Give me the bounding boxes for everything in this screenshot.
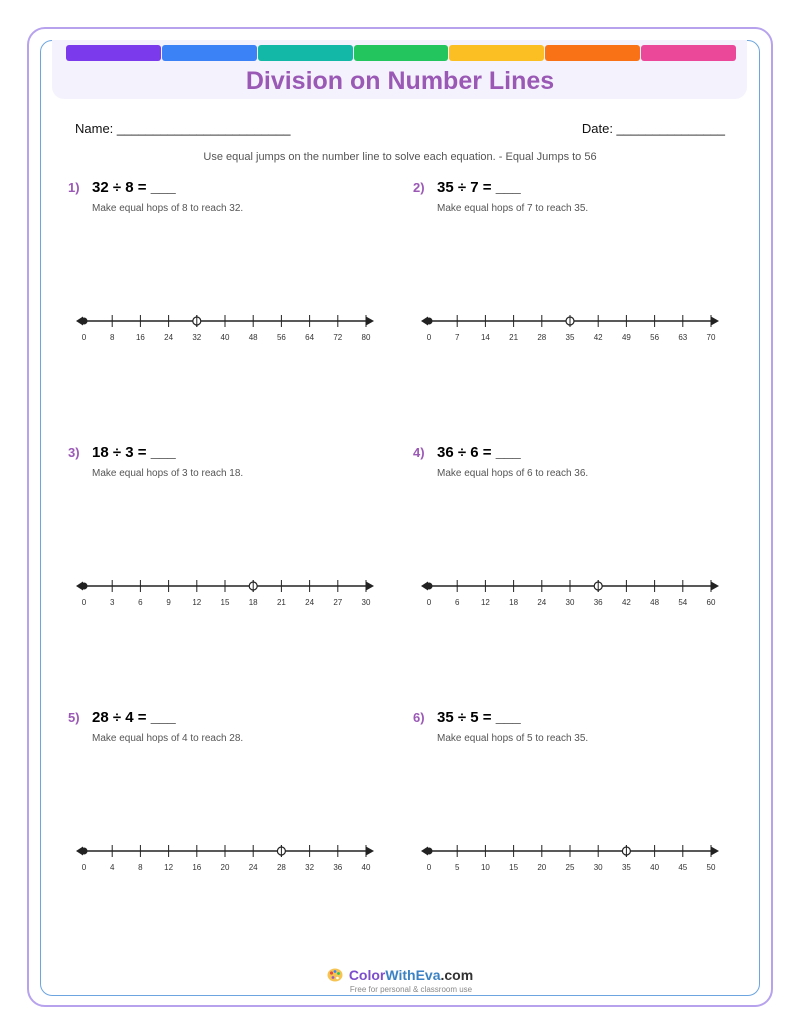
right-arrow-icon: [366, 847, 374, 856]
number-line: [68, 180, 398, 360]
start-dot: [81, 583, 88, 590]
color-segment: [162, 45, 257, 61]
right-arrow-icon: [711, 317, 719, 326]
problem-hint: Make equal hops of 8 to reach 32.: [92, 203, 244, 214]
problem-item: [413, 445, 743, 625]
tick-label: 12: [192, 598, 202, 607]
tick-label: 0: [81, 333, 87, 342]
tick-label: 4: [109, 863, 115, 872]
tick-label: 20: [220, 863, 230, 872]
name-field: Name: ________________________: [75, 121, 291, 136]
tick-label: 56: [276, 333, 286, 342]
date-field: Date: _______________: [581, 121, 725, 136]
tick-label: 8: [138, 863, 143, 872]
tick-label: 12: [164, 863, 174, 872]
start-dot: [81, 848, 88, 855]
tick-label: 7: [454, 333, 460, 342]
color-segment: [545, 45, 640, 61]
tick-label: 25: [565, 863, 575, 872]
tick-label: 45: [678, 863, 688, 872]
problem-number: 4): [413, 445, 425, 460]
tick-label: 0: [81, 598, 87, 607]
tick-label: 64: [305, 333, 315, 342]
tick-label: 28: [537, 333, 547, 342]
tick-label: 5: [454, 863, 460, 872]
tick-label: 50: [706, 863, 716, 872]
tick-label: 24: [537, 598, 547, 607]
right-arrow-icon: [366, 317, 374, 326]
problem-number: 5): [68, 710, 80, 725]
instructions-text: Use equal jumps on the number line to solve each equation. - Equal Jumps to 56: [203, 151, 597, 163]
number-line: [68, 445, 398, 625]
tick-label: 0: [426, 598, 432, 607]
start-dot: [426, 848, 433, 855]
tick-label: 40: [650, 863, 660, 872]
start-dot: [81, 318, 88, 325]
tick-label: 18: [509, 598, 519, 607]
tick-label: 80: [361, 333, 371, 342]
tick-label: 70: [706, 333, 716, 342]
problem-item: [68, 445, 398, 625]
problem-equation: 28 ÷ 4 = ___: [92, 709, 176, 726]
tick-label: 12: [480, 598, 490, 607]
tick-label: 6: [138, 598, 143, 607]
color-segment: [449, 45, 544, 61]
brand-name-part: WithEva: [385, 967, 441, 983]
right-arrow-icon: [711, 847, 719, 856]
footer: [0, 967, 800, 994]
tick-label: 0: [426, 863, 432, 872]
number-line: [413, 180, 743, 360]
tick-label: 63: [678, 333, 688, 342]
tick-label: 3: [109, 598, 115, 607]
tick-label: 30: [565, 598, 575, 607]
rainbow-color-bar: [66, 45, 736, 61]
problem-item: [68, 710, 398, 890]
number-line: [413, 445, 743, 625]
problem-hint: Make equal hops of 4 to reach 28.: [92, 733, 244, 744]
color-segment: [641, 45, 736, 61]
tick-label: 30: [593, 863, 603, 872]
tick-label: 32: [305, 863, 315, 872]
footer-subtitle: Free for personal & classroom use: [349, 985, 473, 994]
tick-label: 32: [192, 333, 202, 342]
problem-hint: Make equal hops of 6 to reach 36.: [437, 468, 589, 479]
start-dot: [426, 583, 433, 590]
start-dot: [426, 318, 433, 325]
tick-label: 56: [650, 333, 660, 342]
tick-label: 8: [109, 333, 115, 342]
tick-label: 54: [678, 598, 688, 607]
problem-number: 3): [68, 445, 80, 460]
right-arrow-icon: [366, 582, 374, 591]
tick-label: 15: [509, 863, 519, 872]
tick-label: 42: [593, 333, 603, 342]
number-line: [413, 710, 743, 890]
problem-equation: 18 ÷ 3 = ___: [92, 444, 176, 461]
tick-label: 9: [166, 598, 171, 607]
problem-hint: Make equal hops of 7 to reach 35.: [437, 203, 589, 214]
tick-label: 24: [164, 333, 174, 342]
number-line: [68, 710, 398, 890]
tick-label: 16: [192, 863, 202, 872]
right-arrow-icon: [711, 582, 719, 591]
tick-label: 20: [537, 863, 547, 872]
tick-label: 40: [220, 333, 230, 342]
tick-label: 0: [81, 863, 87, 872]
tick-label: 6: [454, 598, 460, 607]
tick-label: 35: [565, 333, 575, 342]
tick-label: 48: [248, 333, 258, 342]
brand-name-part: Color: [348, 967, 386, 983]
tick-label: 21: [276, 598, 286, 607]
problem-number: 2): [413, 180, 425, 195]
tick-label: 36: [593, 598, 603, 607]
tick-label: 72: [333, 333, 343, 342]
problem-number: 6): [413, 710, 425, 725]
tick-label: 48: [650, 598, 660, 607]
palette-icon: [327, 968, 343, 982]
problem-item: [413, 180, 743, 360]
tick-label: 27: [333, 598, 343, 607]
tick-label: 18: [248, 598, 258, 607]
tick-label: 0: [426, 333, 432, 342]
problem-equation: 32 ÷ 8 = ___: [92, 179, 176, 196]
problem-hint: Make equal hops of 5 to reach 35.: [437, 733, 589, 744]
color-segment: [258, 45, 353, 61]
problem-equation: 35 ÷ 5 = ___: [437, 709, 521, 726]
problem-hint: Make equal hops of 3 to reach 18.: [92, 468, 244, 479]
color-segment: [66, 45, 161, 61]
tick-label: 42: [621, 598, 631, 607]
tick-label: 49: [621, 333, 631, 342]
tick-label: 16: [135, 333, 145, 342]
problem-number: 1): [68, 180, 80, 195]
brand-domain: .com: [440, 967, 474, 983]
tick-label: 24: [248, 863, 258, 872]
problem-equation: 36 ÷ 6 = ___: [437, 444, 521, 461]
problem-item: [68, 180, 398, 360]
brand-logo[interactable]: [327, 967, 473, 983]
tick-label: 10: [480, 863, 490, 872]
problem-item: [413, 710, 743, 890]
tick-label: 14: [480, 333, 490, 342]
tick-label: 30: [361, 598, 371, 607]
tick-label: 40: [361, 863, 371, 872]
tick-label: 35: [621, 863, 631, 872]
tick-label: 21: [509, 333, 519, 342]
tick-label: 28: [276, 863, 286, 872]
tick-label: 60: [706, 598, 716, 607]
problem-equation: 35 ÷ 7 = ___: [437, 179, 521, 196]
color-segment: [354, 45, 449, 61]
tick-label: 24: [305, 598, 315, 607]
tick-label: 36: [333, 863, 343, 872]
tick-label: 15: [220, 598, 230, 607]
worksheet-title: Division on Number Lines: [245, 67, 555, 95]
